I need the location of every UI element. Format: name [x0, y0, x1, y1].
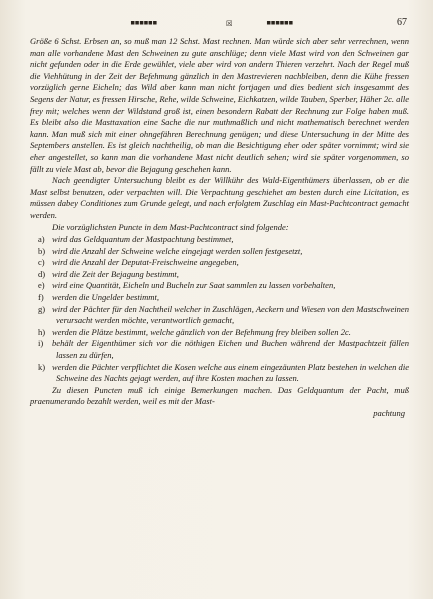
paragraph-contract-intro: Die vorzüglichsten Puncte in dem Mast-Pachtcontract sind folgende:	[52, 221, 289, 232]
header-ornament-center: ☒	[226, 16, 232, 29]
contract-points-list	[30, 234, 409, 385]
body-text	[30, 36, 409, 419]
list-item: c) wird die Anzahl der Deputat-Freischweine angegeben,	[38, 257, 239, 268]
header-ornament-right: ▪▪▪▪▪▪	[266, 18, 293, 28]
list-item: a) wird das Geldquantum der Mastpachtung bestimmet,	[38, 234, 234, 245]
page-header	[30, 14, 409, 36]
list-item: h) werden die Plätze bestimmt, welche gänzlich von der Befehmung frey bleiben sollen 2c.	[38, 326, 351, 337]
list-item: f) werden die Ungelder bestimmt,	[38, 292, 159, 303]
catchword: pachtung	[373, 408, 405, 418]
paragraph-lease: Nach geendigter Untersuchung bleibt es der Willkühr des Wald-Eigenthümers überlassen, ob er die Mast selbst benutzen, oder verpachten will. Die Verpachtung geschiehet am besten durch eine Licitation, es müssen dabey Conditiones zum Grunde gelegt, und nach erfolgtem Zuschlag ein Mast-Pachtcontract gemacht werden.	[30, 175, 409, 220]
list-item: g) wird der Pächter für den Nachtheil welcher in Zuschlägen, Aeckern und Wiesen von den Mastschweinen verursacht werden möchte, verantwortlich gemacht,	[38, 303, 409, 326]
list-item: k) werden die Pächter verpflichtet die Kosen welche aus einem eingezäunten Platz bestehen in welchen die Schweine des Nachts gejagt werden, auf ihre Kosten machen zu lassen.	[38, 361, 409, 384]
paragraph-mast-calculation: Größe 6 Schst. Erbsen an, so muß man 12 Schst. Mast rechnen. Man würde sich aber sehr verrechnen, wenn man alle vorhandene Mast den Schweinen zu gute anschlüge; denn viele Mast wird von den Schweinen gar nicht gefunden oder in die Erde gewühlet, viele aber wird von andern Thieren verzehrt. Nach der Regel muß die Viehhütung in der Zeit der Befehmung gänzlich in den Mastrevieren nachbleiben, denn die Kühe fressen vorzüglich gerne Eicheln; das Wild aber kann man nicht fortjagen und dies bedient sich insgesammt des Segens der Natur, es fressen Hirsche, Rehe, wilde Schweine, Eichkatzen, wilde Tauben, Sperber, Häher 2c. alle frey mit; welches wenn der Wildstand groß ist, einen besondern Rabatt der Rechnung zur Folge haben muß. Es bleibt also die Masttaxation eine Sache die nur muthmaßlich und nicht mathematisch berechnet werden kann. Man muß sich mit einer ohngefähren Berechnung genügen; und diese Untersuchung in der Mitte des Septembers anstellen. Es ist gleich nachtheilig, ob man die Besichtigung eher oder später vornimmt; wird sie eher angestellet, so kann man die vorhandene Mast nicht deutlich sehen; wird sie später vorgenommen, so fällt zu viele Mast ab, bevor die Bejagung geschehen kann.	[30, 36, 409, 174]
list-item: b) wird die Anzahl der Schweine welche eingejagt werden sollen festgesetzt,	[38, 245, 303, 256]
list-item: e) wird eine Quantität, Eicheln und Bucheln zur Saat sammlen zu lassen vorbehalten,	[38, 280, 336, 291]
paragraph-closing: Zu diesen Puncten muß ich einige Bemerkungen machen. Das Geldquantum der Pacht, muß praenumerando bezahlt werden, weil es mit der Mast-	[30, 384, 409, 407]
header-ornament-left: ▪▪▪▪▪▪	[130, 18, 157, 28]
page-number: 67	[397, 17, 407, 28]
list-item: i) behält der Eigenthümer sich vor die nöthigen Eichen und Buchen während der Mastpachtzeit fällen lassen zu dürfen,	[38, 338, 409, 361]
list-item: d) wird die Zeit der Bejagung bestimmt,	[38, 268, 179, 279]
